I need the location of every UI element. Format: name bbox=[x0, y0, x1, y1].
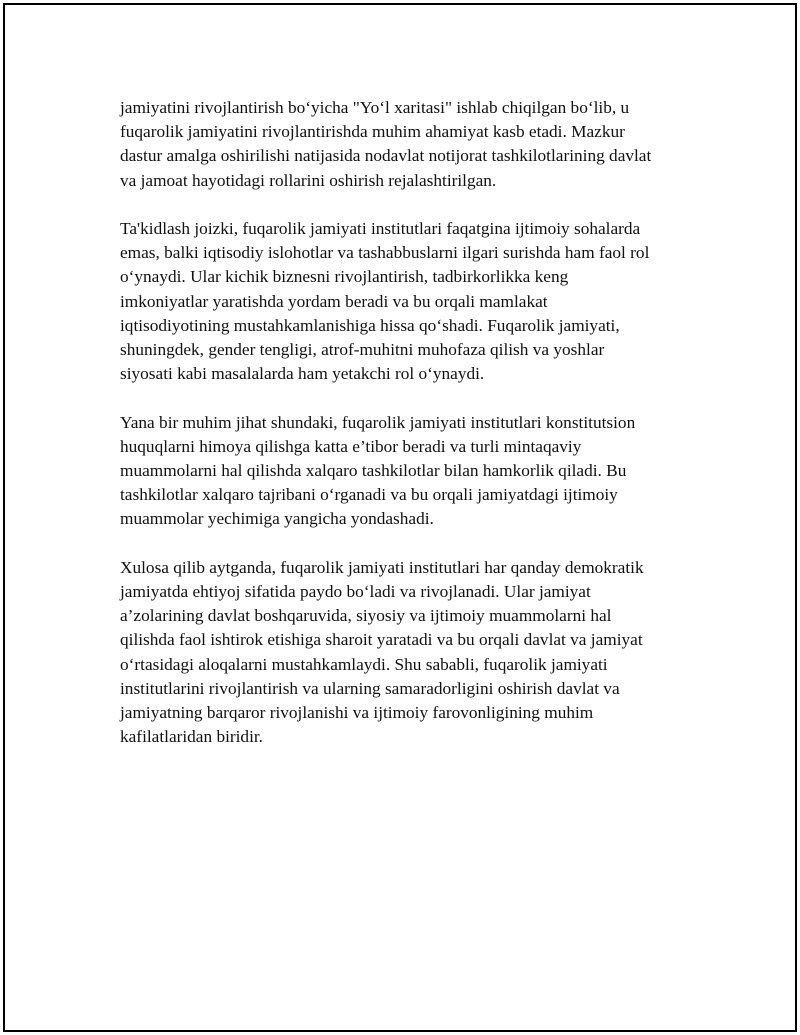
text-line: muammolarni hal qilishda xalqaro tashkilotlar bilan hamkorlik qiladi. Bu bbox=[120, 461, 627, 481]
document-body bbox=[120, 96, 700, 774]
text-line: tashkilotlar xalqaro tajribani o‘rganadi va bu orqali jamiyatdagi ijtimoiy bbox=[120, 485, 618, 505]
text-line: jamiyatda ehtiyoj sifatida paydo bo‘ladi va rivojlanadi. Ular jamiyat bbox=[120, 582, 591, 602]
text-line: o‘ynaydi. Ular kichik biznesni rivojlantirish, tadbirkorlikka keng bbox=[120, 267, 569, 287]
text-line: shuningdek, gender tengligi, atrof-muhitni muhofaza qilish va yoshlar bbox=[120, 340, 605, 360]
text-line: siyosati kabi masalalarda ham yetakchi rol o‘ynaydi. bbox=[120, 364, 485, 384]
paragraph-3 bbox=[120, 411, 700, 532]
text-line: jamiyatning barqaror rivojlanishi va ijtimoiy farovonligining muhim bbox=[120, 703, 594, 723]
text-line: o‘rtasidagi aloqalarni mustahkamlaydi. Shu sababli, fuqarolik jamiyati bbox=[120, 654, 608, 674]
text-line: kafilatlaridan biridir. bbox=[120, 727, 264, 747]
text-line: huquqlarni himoya qilishga katta e’tibor beradi va turli mintaqaviy bbox=[120, 436, 582, 456]
text-line: fuqarolik jamiyatini rivojlantirishda muhim ahamiyat kasb etadi. Mazkur bbox=[120, 122, 625, 142]
text-line: a’zolarining davlat boshqaruvida, siyosiy va ijtimoiy muammolarni hal bbox=[120, 606, 612, 626]
text-line: Ta'kidlash joizki, fuqarolik jamiyati institutlari faqatgina ijtimoiy sohalarda bbox=[120, 219, 641, 238]
text-line: Yana bir muhim jihat shundaki, fuqarolik jamiyati institutlari konstitutsion bbox=[120, 412, 636, 432]
paragraph-1 bbox=[120, 96, 700, 193]
text-line: iqtisodiyotining mustahkamlanishiga hissa qo‘shadi. Fuqarolik jamiyati, bbox=[120, 315, 620, 335]
text-line: Xulosa qilib aytganda, fuqarolik jamiyati institutlari har qanday demokratik bbox=[120, 557, 644, 577]
text-line: dastur amalga oshirilishi natijasida nodavlat notijorat tashkilotlarining davlat bbox=[120, 146, 652, 166]
text-line: jamiyatini rivojlantirish bo‘yicha "Yo‘l xaritasi" ishlab chiqilgan bo‘lib, u bbox=[120, 98, 630, 117]
text-line: imkoniyatlar yaratishda yordam beradi va bu orqali mamlakat bbox=[120, 291, 548, 311]
text-line: institutlarini rivojlantirish va ularning samaradorligini oshirish davlat va bbox=[120, 678, 620, 698]
text-line: va jamoat hayotidagi rollarini oshirish rejalashtirilgan. bbox=[120, 170, 497, 190]
document-page bbox=[3, 3, 797, 1032]
text-line: emas, balki iqtisodiy islohotlar va tashabbuslarni ilgari surishda ham faol rol bbox=[120, 243, 650, 263]
text-line: muammolar yechimiga yangicha yondashadi. bbox=[120, 509, 434, 529]
text-line: qilishda faol ishtirok etishiga sharoit yaratadi va bu orqali davlat va jamiyat bbox=[120, 630, 643, 650]
paragraph-4 bbox=[120, 556, 700, 750]
paragraph-2 bbox=[120, 217, 700, 386]
